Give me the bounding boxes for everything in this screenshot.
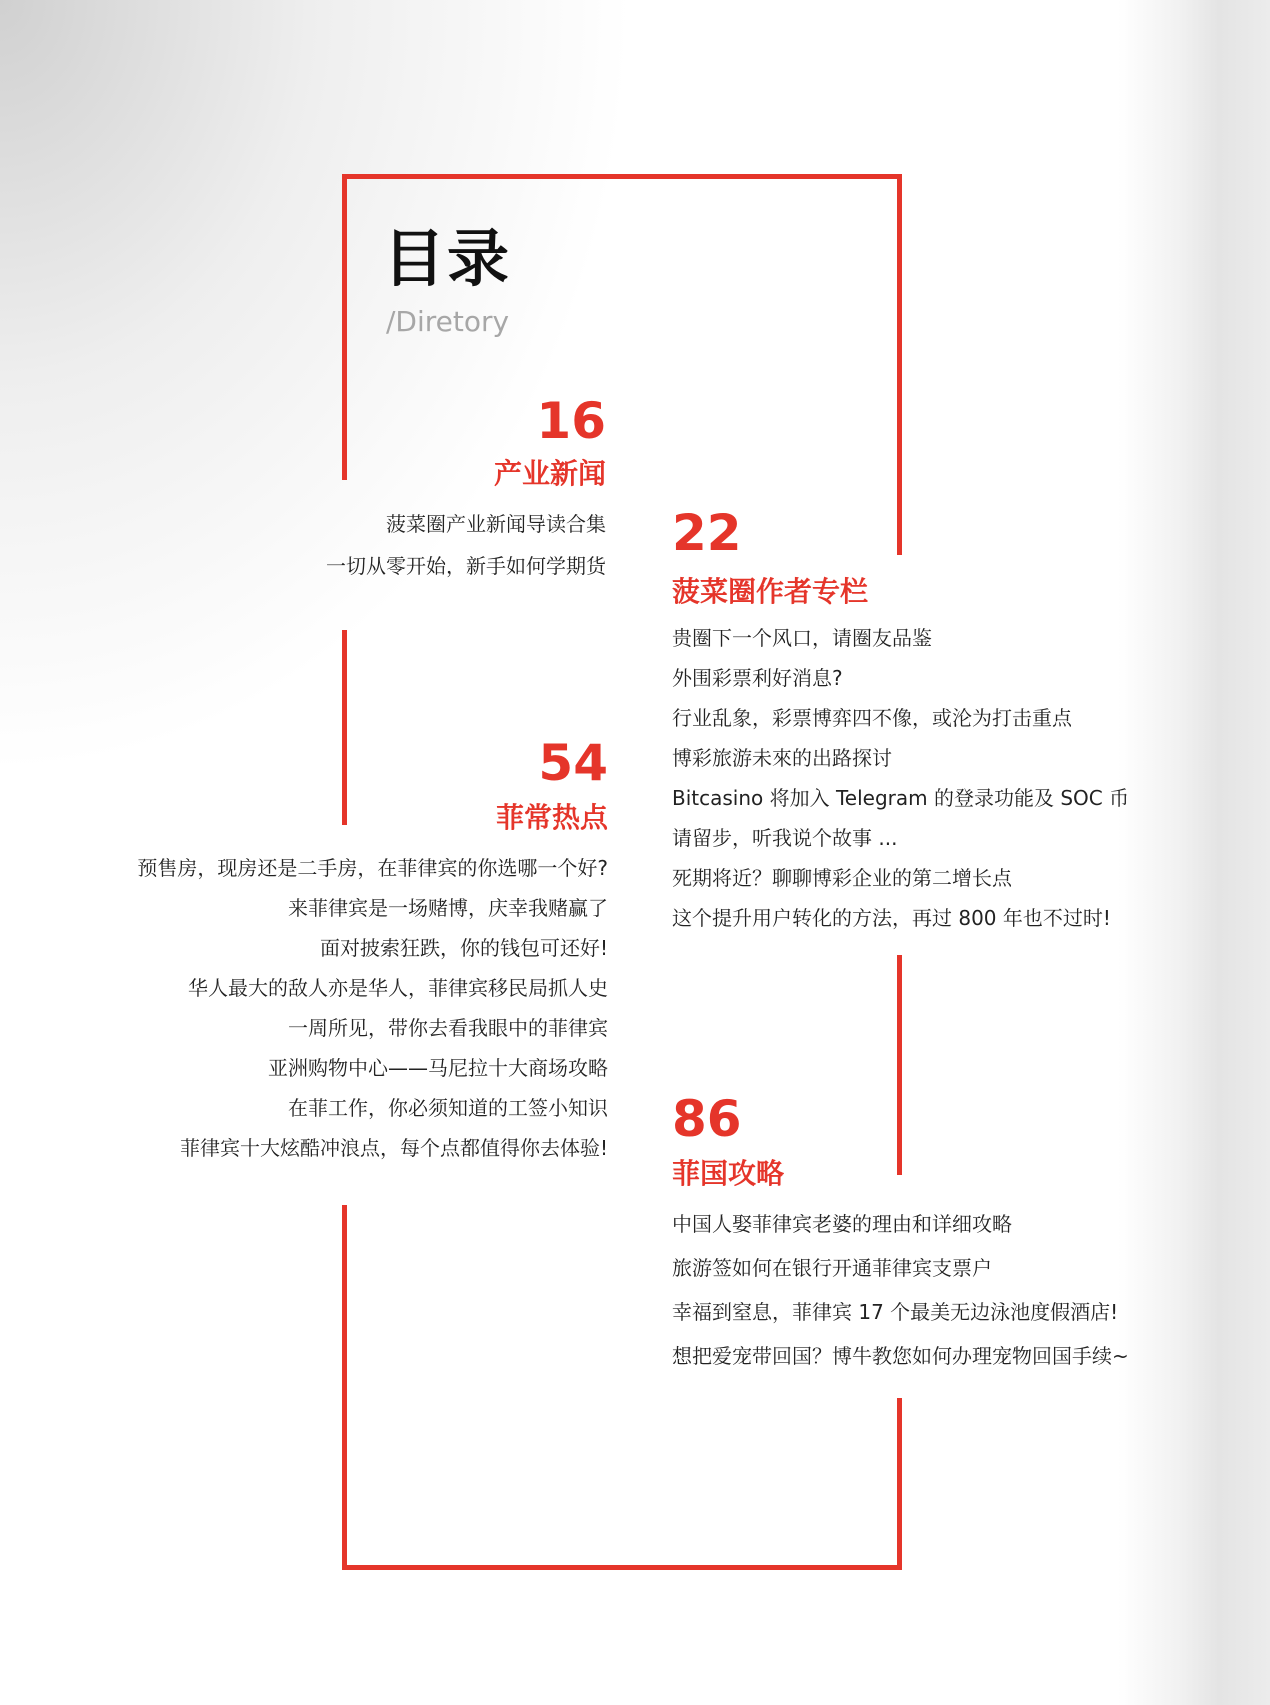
section-list-hot-topics xyxy=(137,858,608,1158)
list-item[interactable]: Bitcasino 将加入 Telegram 的登录功能及 SOC 币 xyxy=(672,786,1130,810)
frame-bottom-border xyxy=(342,1565,902,1570)
list-item[interactable]: 请留步，听我说个故事 ... xyxy=(672,826,898,850)
list-item[interactable]: 旅游签如何在银行开通菲律宾支票户 xyxy=(672,1256,992,1280)
list-item[interactable]: 这个提升用户转化的方法，再过 800 年也不过时! xyxy=(672,906,1111,930)
section-number-philippines-guide: 86 xyxy=(672,1090,742,1148)
section-number-author-column: 22 xyxy=(672,504,742,562)
frame-top-border xyxy=(342,174,902,179)
list-item[interactable]: 亚洲购物中心——马尼拉十大商场攻略 xyxy=(268,1056,608,1080)
section-list-philippines-guide xyxy=(672,1214,1129,1366)
section-title-hot-topics: 菲常热点 xyxy=(495,801,608,834)
section-list-industry-news xyxy=(326,514,606,576)
frame-right-border-3 xyxy=(897,1398,902,1570)
list-item[interactable]: 菲律宾十大炫酷冲浪点，每个点都值得你去体验! xyxy=(179,1136,608,1160)
frame-right-border-1 xyxy=(897,174,902,555)
section-title-industry-news: 产业新闻 xyxy=(493,457,606,490)
frame-left-border-3 xyxy=(342,1205,347,1570)
list-item[interactable]: 来菲律宾是一场赌博，庆幸我赌赢了 xyxy=(288,896,608,920)
section-title-philippines-guide: 菲国攻略 xyxy=(672,1157,785,1190)
list-item[interactable]: 幸福到窒息，菲律宾 17 个最美无边泳池度假酒店! xyxy=(672,1300,1119,1324)
list-item[interactable]: 想把爱宠带回国？博牛教您如何办理宠物回国手续~ xyxy=(672,1344,1129,1368)
list-item[interactable]: 预售房，现房还是二手房，在菲律宾的你选哪一个好? xyxy=(137,856,608,880)
list-item[interactable]: 博彩旅游未來的出路探讨 xyxy=(672,746,892,770)
list-item[interactable]: 一周所见，带你去看我眼中的菲律宾 xyxy=(288,1016,608,1040)
section-number-industry-news: 16 xyxy=(536,392,606,450)
section-number-hot-topics: 54 xyxy=(538,734,608,792)
list-item[interactable]: 菠菜圈产业新闻导读合集 xyxy=(386,512,606,536)
frame-left-border-2 xyxy=(342,630,347,825)
list-item[interactable]: 面对披索狂跌，你的钱包可还好! xyxy=(319,936,608,960)
list-item[interactable]: 在菲工作，你必须知道的工签小知识 xyxy=(288,1096,608,1120)
page-title: 目录 xyxy=(383,222,512,295)
list-item[interactable]: 贵圈下一个风口，请圈友品鉴 xyxy=(672,626,932,650)
list-item[interactable]: 外围彩票利好消息? xyxy=(672,666,843,690)
list-item[interactable]: 一切从零开始，新手如何学期货 xyxy=(326,554,606,578)
list-item[interactable]: 行业乱象，彩票博弈四不像，或沦为打击重点 xyxy=(672,706,1072,730)
section-title-author-column: 菠菜圈作者专栏 xyxy=(672,575,869,608)
page-subtitle: /Diretory xyxy=(386,305,510,338)
frame-left-border-1 xyxy=(342,174,347,480)
list-item[interactable]: 华人最大的敌人亦是华人，菲律宾移民局抓人史 xyxy=(188,976,608,1000)
section-list-author-column xyxy=(672,628,1129,928)
list-item[interactable]: 死期将近？聊聊博彩企业的第二增长点 xyxy=(672,866,1012,890)
frame-right-border-2 xyxy=(897,955,902,1175)
list-item[interactable]: 中国人娶菲律宾老婆的理由和详细攻略 xyxy=(672,1212,1012,1236)
